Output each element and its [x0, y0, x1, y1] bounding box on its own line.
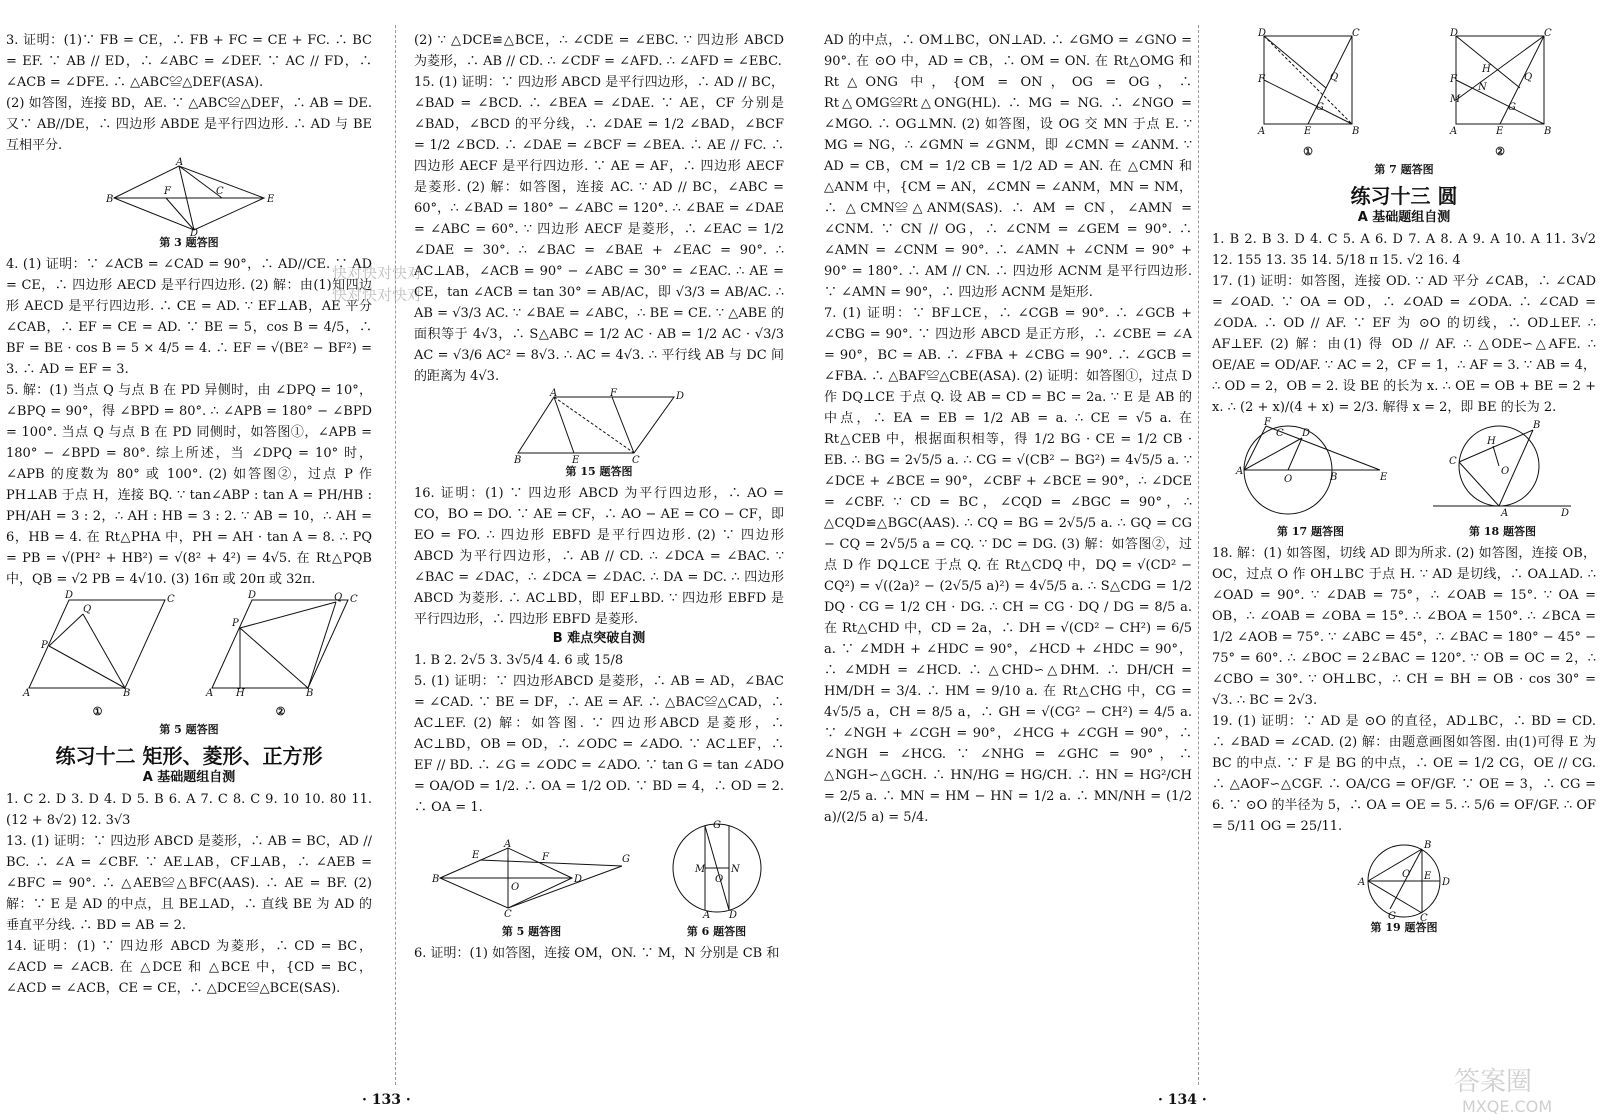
svg-text:B: B	[106, 194, 114, 205]
svg-text:N: N	[730, 864, 740, 875]
figure-18	[1433, 418, 1573, 518]
solution-7: 7. (1) 证明：∵ BF⊥CE，∴ ∠CGB = 90°. ∴ ∠GCB + ∠CBG = 90°. ∵ 四边形 ABCD 是正方形，∴ ∠CBE = ∠A = 90°，BC = AB. ∴ ∠FBA + ∠CBG = 90°. ∴ ∠GCB = ∠FBA. ∴ △BAF≌△CBE(ASA). (2) 证明：如答图①，过点 D 作 DQ⊥CE 于点 Q. 设 AB = CD = BC = 2a. ∵ E 是 AB 的中点，∴ EA = EB = 1/2 AB = a. ∴ CE = √5 a. 在 Rt△CEB 中，根据面积相等，得 1/2 BG · CE = 1/2 CB · EB. ∴ BG = 2√5/5 a. ∴ CG = √(CB² − BG²) = 4√5/5 a. ∵ ∠DCE + ∠BCE = 90°，∠CBF + ∠BCE = 90°，∴ ∠DCE = ∠CBF. ∵ CD = BC，∠CQD = ∠BGC = 90°，∴ △CQD≌△BGC(AAS). ∴ CQ = BG = 2√5/5 a. ∴ GQ = CG − CQ = 2√5/5 a = CQ. ∵ DC = DG. (3) 解：如答图②，过点 D 作 DQ⊥CE 于点 Q. 在 Rt△CDQ 中，DQ = √(CD² − CQ²) = √((2a)² − (2√5/5 a)²) = 4√5/5 a. ∴ S△CDG = 1/2 DQ · CG = 1/2 CH · DG. ∴ CH = CG · DQ / DG = 8/5 a. 在 Rt△CHD 中，CD = 2a，∴ DH = √(CD² − CH²) = 6/5 a. ∵ ∠MDH + ∠HDC = 90°，∠HCD + ∠HDC = 90°，∴ ∠MDH = ∠HCD. ∴ △CHD∽△DHM. ∴ DH/CH = HM/DH = 3/4. ∴ HM = 9/10 a. 在 Rt△CHG 中，CG = 4√5/5 a，CH = 8/5 a，∴ GH = √(CG² − CH²) = 4/5 a. ∵ ∠NGH + ∠CGH = 90°，∠HCG + ∠CGH = 90°，∴ ∠NGH = ∠HCG. ∵ ∠NHG = ∠GHC = 90°，∴ △NGH∽△GCH. ∴ HN/HG = HG/CH. ∴ HN = HG²/CH = 2/5 a. ∴ MN = HM − HN = 1/2 a. ∴ MN/NH = (1/2 a)/(2/5 a) = 5/4.	[824, 306, 1192, 825]
svg-text:A: A	[550, 388, 558, 399]
svg-text:F: F	[164, 186, 171, 197]
answers-12b: 1. B 2. 2√5 3. 3√5/4 4. 6 或 15/8	[414, 653, 624, 668]
svg-text:E: E	[267, 194, 275, 205]
column-divider	[395, 25, 396, 1085]
svg-text:B: B	[1329, 472, 1337, 483]
solution-5: 5. 解：(1) 当点 Q 与点 B 在 PD 异侧时，由 ∠DPQ = 10°，∠BPQ = 90°，得 ∠BPD = 80°. ∴ ∠APB = 180° − ∠BPD = 100°. 当点 Q 与点 B 在 PD 同侧时，如答图①，∠APB = 180° − ∠BPD = 80°. 综上所述，当 ∠DPQ = 10° 时，∠APB 的度数为 80° 或 100°. (2) 如答图②，过点 P 作 PH⊥AB 于点 H，连接 BQ. ∵ tan∠ABP : tan A = PH/HB : PH/AH = 3 : 2，∴ AH : HB = 3 : 2. ∵ AB = 10，∴ AH = 6，HB = 4. 在 Rt△PHA 中，PH = AH · tan A = 8. ∴ PQ = PB = √(PH² + HB²) = √(8² + 4²) = 4√5. 在 Rt△PQB 中，QB = √2 PB = 4√10. (3) 16π 或 20π 或 32π.	[6, 383, 372, 587]
column-4	[1212, 30, 1596, 939]
svg-text:H: H	[235, 688, 245, 699]
solution-6-continued: AD 的中点，∴ OM⊥BC，ON⊥AD. ∴ ∠GMO = ∠GNO = 90°. 在 ⊙O 中，AD = CB，∴ OM = ON. 在 Rt△OMG 和 Rt△ONG 中，{OM = ON，OG = OG，∴ Rt△OMG≌Rt△ONG(HL). ∴ MG = NG. ∴ ∠NGO = ∠MGO. ∴ OG⊥MN. (2) 如答图，设 OG 交 MN 于点 E. ∵ MG = NG，∴ ∠GMN = ∠GNM，即 ∠CMN = ∠ANM. ∵ AD = CB，CM = 1/2 CB = 1/2 AD = AN. 在 △CMN 和 △ANM 中，{CM = AN，∠CMN = ∠ANM，MN = NM，∴ △CMN≌△ANM(SAS). ∴ AM = CN，∠AMN = ∠CNM. ∵ CN // OG，∴ ∠CNM = ∠GEM = 90°. ∴ ∠AMN = ∠CNM = 90°. ∴ ∠AMN + ∠CNM = 90° + 90° = 180°. ∴ AM // CN. ∴ 四边形 ACNM 是平行四边形. ∵ ∠AMN = 90°，∴ 四边形 ACNM 是矩形.	[824, 33, 1192, 300]
svg-text:A: A	[1358, 877, 1366, 888]
svg-text:D: D	[676, 391, 685, 402]
svg-text:E: E	[1304, 126, 1312, 137]
figure-3-caption: 第 3 题答图	[159, 236, 219, 249]
svg-text:B: B	[431, 874, 439, 885]
svg-text:N: N	[1478, 82, 1487, 93]
svg-text:P: P	[231, 618, 239, 629]
svg-text:Q: Q	[333, 592, 342, 603]
figure-15-caption: 第 15 题答图	[565, 465, 633, 478]
figure-5-1	[23, 590, 173, 698]
svg-text:Q: Q	[1330, 72, 1339, 83]
page-number-right: · 134 ·	[1158, 1092, 1207, 1108]
svg-text:C: C	[349, 594, 358, 605]
svg-text:H: H	[1486, 436, 1496, 447]
svg-text:Q: Q	[1524, 72, 1533, 83]
figure-19	[1354, 839, 1454, 924]
figure-7-2-label: ②	[1495, 145, 1505, 158]
solution-16: 16. 证明：(1) ∵ 四边形 ABCD 为平行四边形，∴ AO = CO，BO = DO. ∵ AE = CF，∴ AO − AE = CO − CF，即 EO = FO. ∴ 四边形 EBFD 是平行四边形. (2) ∵ 四边形 ABCD 为平行四边形，∴ AB // CD. ∴ ∠DCA = ∠BAC. ∵ ∠BAC = ∠DAC，∴ ∠DCA = ∠DAC. ∴ DA = DC. ∴ 四边形ABCD 为菱形. ∴ AC⊥BD，即 EF⊥BD. ∵ 四边形 EBFD 是平行四边形，∴ 四边形 EBFD 是菱形.	[414, 486, 784, 627]
svg-text:E: E	[1379, 472, 1387, 483]
figure-15	[514, 389, 684, 465]
solution-13: 13. (1) 证明：∵ 四边形 ABCD 是菱形，∴ AB = BC，AD // BC. ∴ ∠A = ∠CBF. ∵ AE⊥AB，CF⊥AB，∴ ∠AEB = ∠BFC = 90°. ∴ △AEB≌△BFC(AAS). ∴ AE = BF. (2) 解：∵ E 是 AD 的中点，且 BE⊥AD，∴ 直线 BE 为 AD 的垂直平分线. ∴ BD = AB = 2.	[6, 834, 372, 933]
svg-text:B: B	[1544, 126, 1552, 137]
svg-text:C: C	[216, 186, 224, 197]
svg-text:C: C	[632, 455, 640, 466]
svg-text:B: B	[1352, 126, 1360, 137]
solution-6-start: 6. 证明：(1) 如答图，连接 OM，ON. ∵ M，N 分别是 CB 和	[414, 946, 780, 961]
svg-text:B: B	[1424, 840, 1432, 851]
answers-12a: 1. C 2. D 3. D 4. D 5. B 6. A 7. C 8. C 9. 10 10. 80 11. (12 + 8√2) 12. 3√3	[6, 792, 372, 828]
svg-text:F: F	[541, 852, 549, 863]
figure-5b-caption: 第 5 题答图	[501, 925, 562, 938]
svg-text:C: C	[1544, 28, 1552, 39]
svg-text:M: M	[694, 864, 705, 875]
svg-text:A: A	[1500, 508, 1508, 519]
svg-text:A: A	[205, 688, 213, 699]
figure-5-1-label: ①	[92, 705, 103, 718]
section-heading-13: 练习十三 圆	[1350, 184, 1458, 208]
figure-5b-6-row	[414, 818, 784, 943]
svg-text:G: G	[1388, 911, 1396, 922]
solution-14: 14. 证明：(1) ∵ 四边形 ABCD 为菱形，∴ CD = BC，∠ACD = ∠ACB. 在 △DCE 和 △BCE 中，{CD = BC，∠ACD = ∠ACB，CE = CE，∴ △DCE≌△BCE(SAS).	[6, 939, 372, 996]
stamp-text: 答案圈	[1454, 1067, 1533, 1097]
svg-text:B: B	[514, 455, 522, 466]
answers-13a: 1. B 2. B 3. D 4. C 5. A 6. D 7. A 8. A 9. A 10. A 11. 3√2 12. 155 13. 35 14. 5/18 π 15. √2 16. 4	[1212, 232, 1596, 268]
svg-text:O: O	[1283, 474, 1292, 485]
svg-text:A: A	[1235, 466, 1243, 477]
figure-5b	[432, 840, 632, 918]
solution-3-part1: 3. 证明：(1)∵ FB = CE，∴ FB + FC = CE + FC. ∴ BC = EF. ∵ AB // ED，∴ ∠ABC = ∠DEF. ∵ AC // FD，∴ ∠ACB = ∠DFE. ∴ △ABC≌△DEF(ASA).	[6, 33, 372, 90]
svg-text:M: M	[1450, 94, 1461, 105]
watermark: 快对快对快对	[332, 264, 423, 282]
solution-19: 19. (1) 证明：∵ AD 是 ⊙O 的直径，AD⊥BC，∴ BD = CD. ∴ ∠BAD = ∠CAD. (2) 解：由题意画图如答图. 由(1)可得 E 为 BC 的中点. ∵ F 是 BG 的中点，∴ OE = 1/2 CG，OE // CG. ∴ △AOF∽△CGF. ∴ OA/CG = OF/GF. ∵ OE = 3，∴ CG = 6. ∵ ⊙O 的半径为 5，∴ OA = OE = 5. ∴ 5/6 = OF/GF. ∴ OF = 5/11 OG = 25/11.	[1212, 714, 1596, 834]
svg-text:D: D	[1560, 508, 1569, 519]
section-heading-12: 练习十二 矩形、菱形、正方形	[55, 744, 323, 768]
svg-text:O: O	[1402, 869, 1411, 880]
svg-text:C: C	[1420, 913, 1428, 924]
svg-text:B: B	[122, 688, 130, 699]
svg-text:E: E	[1424, 871, 1432, 882]
solution-14-part2: (2) ∵ △DCE≌△BCE，∴ ∠CDE = ∠EBC. ∵ 四边形 ABCD 为菱形，∴ AB // CD. ∴ ∠CDF = ∠AFD. ∴ ∠AFD = ∠EBC.	[414, 33, 784, 69]
svg-text:C: C	[1352, 28, 1360, 39]
site-watermark-logo	[1448, 1060, 1598, 1116]
svg-text:A: A	[176, 157, 184, 168]
svg-text:A: A	[1450, 126, 1458, 137]
page-number-left: · 133 ·	[362, 1092, 411, 1108]
svg-text:E: E	[1496, 126, 1504, 137]
svg-text:D: D	[573, 874, 582, 885]
figure-19-caption: 第 19 题答图	[1370, 921, 1438, 934]
svg-text:D: D	[1442, 877, 1451, 888]
svg-text:Q: Q	[82, 604, 91, 615]
column-2	[414, 30, 784, 964]
figure-7-caption: 第 7 题答图	[1374, 163, 1434, 176]
svg-text:F: F	[1450, 74, 1457, 85]
svg-text:C: C	[1448, 456, 1457, 467]
figure-6	[667, 818, 767, 921]
svg-text:D: D	[1258, 28, 1267, 39]
svg-text:O: O	[510, 882, 519, 893]
svg-text:G: G	[1508, 102, 1516, 113]
svg-text:D: D	[247, 590, 256, 601]
svg-text:B: B	[305, 688, 313, 699]
svg-text:C: C	[503, 909, 512, 920]
svg-text:D: D	[728, 910, 737, 921]
watermark: 快对快对快对	[332, 286, 423, 304]
svg-text:H: H	[1482, 64, 1491, 75]
svg-text:P: P	[40, 640, 48, 651]
figure-6-caption: 第 6 题答图	[686, 925, 747, 938]
svg-text:B: B	[1532, 420, 1540, 431]
svg-text:A: A	[1258, 126, 1266, 137]
column-1	[6, 30, 372, 999]
figure-5-2	[206, 590, 356, 698]
figure-7-2	[1450, 30, 1550, 138]
solution-4: 4. (1) 证明：∵ ∠ACB = ∠CAD = 90°，∴ AD//CE. ∵ AD = CE，∴ 四边形 AECD 是平行四边形. (2) 解：由(1)知四边形 AECD 是平行四边形. ∴ CE = AD. ∵ EF⊥AB，AE 平分 ∠CAB，∴ EF = CE = AD. ∵ BE = 5，cos B = 4/5，∴ BF = BE · cos B = 5 × 4/5 = 4. ∴ EF = √(BE² − BF²) = 3. ∴ AD = EF = 3.	[6, 257, 372, 377]
figure-7-1	[1258, 30, 1358, 138]
solution-3-part2: (2) 如答图，连接 BD，AE. ∵ △ABC≌△DEF，∴ AB = DE. 又∵ AB//DE，∴ 四边形 ABDE 是平行四边形. ∴ AD 与 BE 互相平分.	[6, 96, 372, 153]
svg-text:C: C	[1275, 428, 1284, 439]
svg-text:D: D	[1301, 428, 1310, 439]
stamp-url: MXQE.COM	[1462, 1097, 1553, 1116]
subsection-heading-12a: A 基础题组自测	[142, 770, 236, 785]
solution-17: 17. (1) 证明：如答图，连接 OD. ∵ AD 平分 ∠CAB，∴ ∠CAD = ∠OAD. ∵ OA = OD，∴ ∠OAD = ∠ODA. ∴ ∠CAD = ∠ODA. ∴ OD // AF. ∵ EF 为 ⊙O 的切线，∴ OD⊥EF. ∴ AF⊥EF. (2) 解：由(1) 得 OD // AF. ∴ △ODE∽△AFE. ∴ OE/AE = OD/AF. ∵ AC = 2，CF = 1，∴ AF = 3. ∵ AB = 4，∴ OD = 2，OB = 2. 设 BE 的长为 x. ∴ OE = OB + BE = 2 + x. ∴ (2 + x)/(4 + x) = 2/3. 解得 x = 2，即 BE 的长为 2.	[1212, 274, 1596, 415]
subsection-heading-12b: B 难点突破自测	[552, 631, 646, 646]
svg-text:A: A	[503, 839, 511, 850]
svg-text:C: C	[166, 594, 175, 605]
figure-7-row	[1212, 30, 1596, 163]
solution-15: 15. (1) 证明：∵ 四边形 ABCD 是平行四边形，∴ AD // BC，∠BAD = ∠BCD. ∴ ∠BEA = ∠DAE. ∵ AE，CF 分别是 ∠BAD，∠BCD 的平分线，∴ ∠DAE = 1/2 ∠BAD，∠BCF = 1/2 ∠BCD. ∴ ∠DAE = ∠BCF = ∠BEA. ∴ AE // FC. ∴ 四边形 AECF 是平行四边形. ∵ AE = AF，∴ 四边形 AECF 是菱形. (2) 解：如答图，连接 AC. ∵ AD // BC，∠ABC = 60°，∴ ∠BAD = 180° − ∠ABC = 120°. ∴ ∠BAE = ∠DAE = ∠ABC = 60°. ∵ 四边形 AECF 是菱形，∴ ∠EAC = 1/2 ∠DAE = 30°. ∴ ∠BAC = ∠BAE + ∠EAC = 90°. ∴ AC⊥AB，∠ACB = 90° − ∠ABC = 30° = ∠EAC. ∴ AE = CE，tan ∠ACB = tan 30° = AB/AC，即 √3/3 = AB/AC. ∴ AB = √3/3 AC. ∵ ∠BAE = ∠ABC，∴ BE = CE. ∵ △ABE 的面积等于 4√3，∴ S△ABC = 1/2 AC · AB = 1/2 AC · √3/3 AC = √3/6 AC² = 8√3. ∴ AC = 4√3. ∴ 平行线 AB 与 DC 间的距离为 4√3.	[414, 75, 784, 384]
svg-text:E: E	[572, 455, 580, 466]
svg-text:G: G	[621, 854, 630, 865]
figure-18-caption: 第 18 题答图	[1469, 525, 1536, 538]
svg-text:D: D	[190, 228, 199, 239]
svg-text:F: F	[1258, 74, 1265, 85]
svg-text:D: D	[1450, 28, 1459, 39]
svg-text:G: G	[1316, 102, 1324, 113]
figure-17-caption: 第 17 题答图	[1277, 525, 1344, 538]
svg-text:A: A	[702, 910, 710, 921]
figure-7-1-label: ①	[1303, 145, 1313, 158]
svg-text:G: G	[712, 820, 721, 831]
svg-text:D: D	[64, 590, 73, 601]
figure-5-2-label: ②	[275, 705, 286, 718]
subsection-heading-13a: A 基础题组自测	[1357, 210, 1451, 225]
figure-17	[1236, 418, 1386, 518]
figure-3	[104, 157, 275, 239]
solution-18: 18. 解：(1) 如答图，切线 AD 即为所求. (2) 如答图，连接 OB，OC，过点 O 作 OH⊥BC 于点 H. ∵ AD 是切线，∴ OA⊥AD. ∴ ∠OAD = 90°. ∵ ∠DAB = 75°，∴ ∠OAB = 15°. ∵ OA = OB，∴ ∠OAB = ∠OBA = 15°. ∴ ∠BOA = 150°. ∴ ∠BCA = 1/2 ∠AOB = 75°. ∵ ∠ABC = 45°，∴ ∠BAC = 180° − 45° − 75° = 60°. ∴ ∠BOC = 2∠BAC = 120°. ∵ OB = OC = 2，∴ ∠CBO = 30°. ∵ OH⊥BC，∴ CH = BH = OB · cos 30° = √3. ∴ BC = 2√3.	[1212, 546, 1596, 708]
figure-5-row	[6, 590, 372, 723]
svg-text:E: E	[471, 850, 479, 861]
figure-17-18-row	[1212, 418, 1596, 543]
solution-5b: 5. (1) 证明：∵ 四边形ABCD 是菱形，∴ AB = AD，∠BAC = ∠CAD. ∵ BE = DF，∴ AE = AF. ∴ △BAC≌△CAD，∴ AC⊥EF. (2) 解：如答图. ∵ 四边形ABCD 是菱形，∴ AC⊥BD，OB = OD，∴ ∠ODC = ∠ADO. ∵ AC⊥EF，∴ EF // BD. ∴ ∠G = ∠ODC = ∠ADO. ∵ tan G = tan ∠ADO = OA/OD = 1/2. ∴ OA = 1/2 OD. ∵ BD = 4，∴ OD = 2. ∴ OA = 1.	[414, 674, 784, 815]
column-3	[824, 30, 1192, 828]
svg-text:O: O	[714, 874, 723, 885]
svg-text:F: F	[1263, 417, 1271, 428]
svg-text:O: O	[1500, 466, 1509, 477]
column-divider	[1198, 25, 1199, 1085]
svg-text:A: A	[22, 688, 30, 699]
figure-5-caption: 第 5 题答图	[159, 723, 219, 736]
svg-text:F: F	[610, 388, 617, 399]
